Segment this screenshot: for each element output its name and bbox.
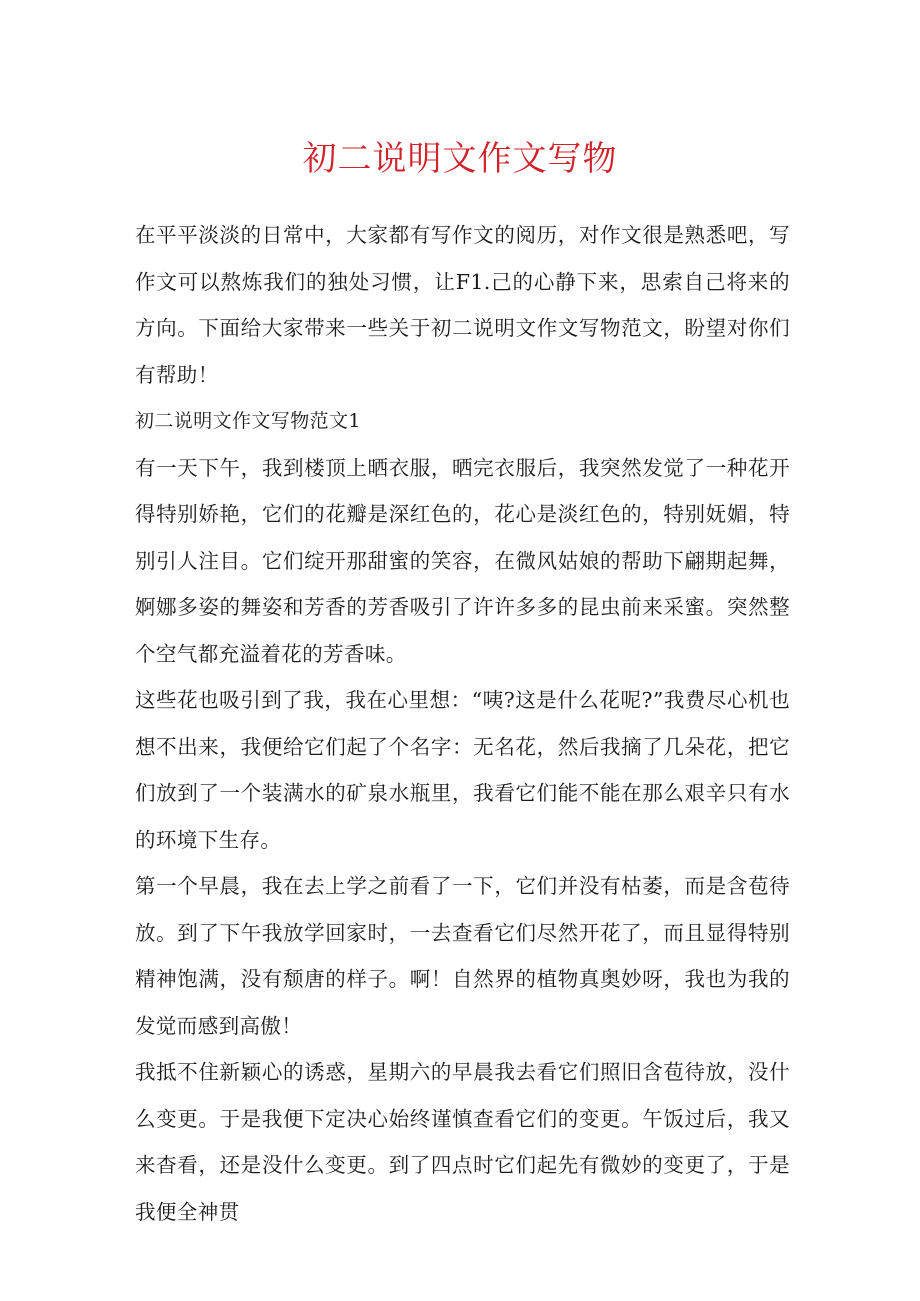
body-paragraph: 有一天下午，我到楼顶上晒衣服，晒完衣服后，我突然发觉了一种花开得特别娇艳，它们的花瓣是深红色的，花心是淡红色的，特别妩媚，特别引人注目。它们绽开那甜蜜的笑容，在微风姑娘的帮助下翩期起舞，婀娜多姿的舞姿和芳香的芳香吸引了许许多多的昆虫前来采蜜。突然整个空气都充溢着花的芳香味。	[135, 455, 790, 666]
body-paragraph: 第一个早晨，我在去上学之前看了一下，它们并没有枯萎，而是含苞待放。到了下午我放学回家时，一去查看它们尽然开花了，而且显得特别精神饱满，没有颓唐的样子。啊！自然界的植物真奥妙呀，我也为我的发觉而感到高傲！	[135, 874, 790, 1038]
body-paragraph: 这些花也吸引到了我，我在心里想：“咦?这是什么花呢?”我费尽心机也想不出来，我便给它们起了个名字：无名花，然后我摘了几朵花，把它们放到了一个装满水的矿泉水瓶里，我看它们能不能在那么艰辛只有水的环境下生存。	[135, 688, 790, 852]
document-title: 初二说明文作文写物	[302, 139, 618, 179]
document-body	[135, 212, 790, 1235]
essay-subheading: 初二说明文作文写物范文1	[135, 410, 361, 432]
intro-paragraph: 在平平淡淡的日常中，大家都有写作文的阅历，对作文很是熟悉吧，写作文可以熬炼我们的独处习惯，让F1.己的心静下来，思索自己将来的方向。下面给大家带来一些关于初二说明文作文写物范文，盼望对你们有帮助！	[135, 223, 790, 387]
body-paragraph: 我抵不住新颖心的诱惑，星期六的早晨我去看它们照旧含苞待放，没什么变更。于是我便下定决心始终谨慎查看它们的变更。午饭过后，我又来杳看，还是没什么变更。到了四点时它们起先有微妙的变更了，于是我便全神贯	[135, 1060, 790, 1224]
